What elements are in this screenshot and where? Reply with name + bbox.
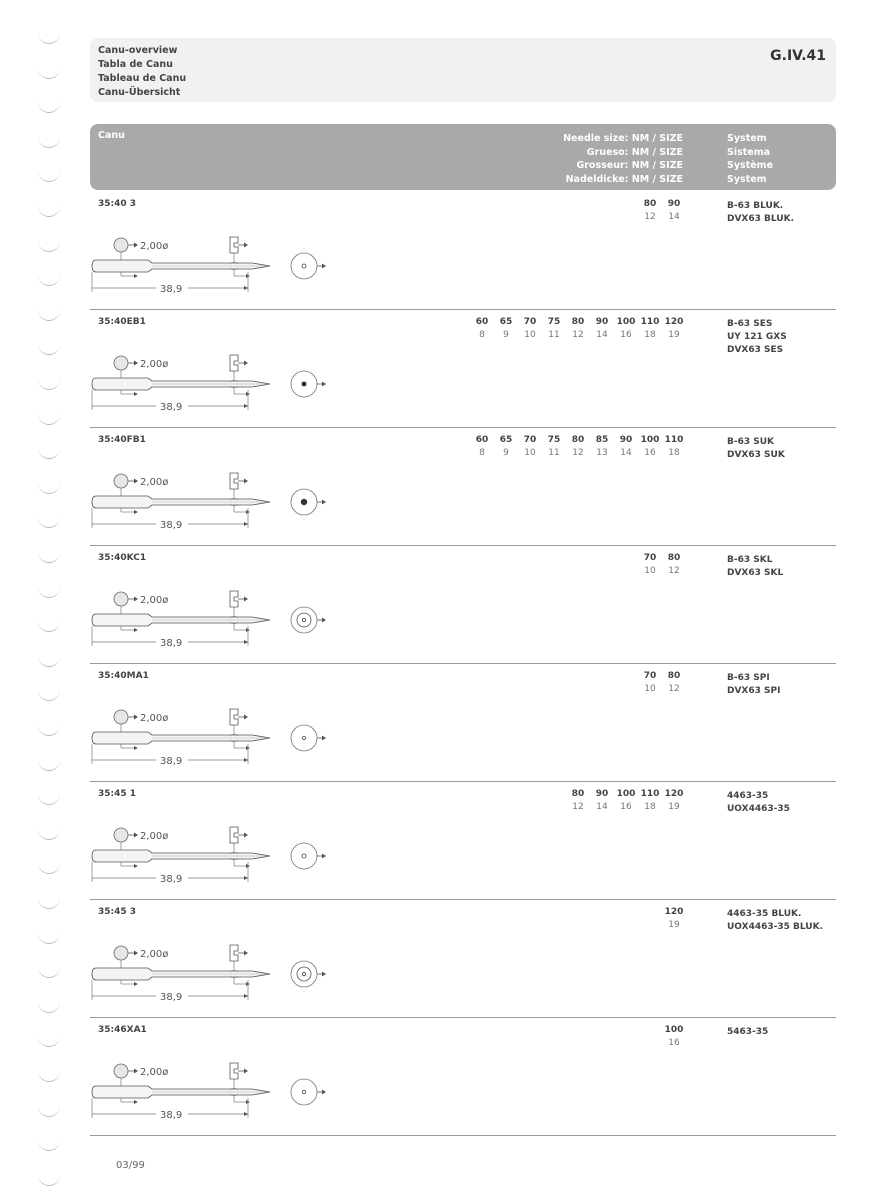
header-size-es: Grueso: NM / SIZE: [586, 146, 683, 158]
header-canu: Canu: [98, 130, 125, 141]
diameter-label: 2,00ø: [140, 241, 169, 252]
system-value: DVX63 SPI: [727, 686, 781, 696]
binding-hole: [38, 930, 60, 944]
size-value: 12: [668, 566, 680, 576]
size-cell: [638, 198, 662, 224]
size-cell: [590, 316, 614, 342]
binding-hole: [38, 584, 60, 598]
needle-diagram-icon: [90, 938, 340, 1008]
nm-value: 120: [664, 907, 684, 917]
size-value: 9: [503, 448, 509, 458]
size-cell: [566, 788, 590, 814]
size-value: 14: [620, 448, 632, 458]
nm-value: 60: [475, 435, 489, 445]
nm-value: 90: [595, 789, 609, 799]
nm-value: 80: [571, 435, 585, 445]
size-cell: [662, 434, 686, 460]
size-cell: [518, 434, 542, 460]
system-list: [727, 554, 783, 580]
size-value: 11: [548, 448, 560, 458]
nm-value: 80: [571, 317, 585, 327]
size-value: 11: [548, 330, 560, 340]
header-size-fr: Grosseur: NM / SIZE: [576, 160, 683, 171]
needle-diagram-icon: [90, 702, 340, 772]
system-value: B-63 SUK: [727, 437, 775, 447]
binding-hole: [38, 1103, 60, 1117]
size-value: 16: [620, 802, 632, 812]
binding-hole: [38, 1068, 60, 1082]
system-value: B-63 BLUK.: [727, 201, 784, 211]
size-cell: [542, 434, 566, 460]
binding-hole: [38, 307, 60, 321]
binding-hole: [38, 203, 60, 217]
size-value: 10: [524, 330, 536, 340]
canu-code: 35:40 3: [98, 199, 137, 209]
system-value: DVX63 BLUK.: [727, 214, 795, 224]
nm-value: 75: [547, 317, 561, 327]
system-list: [727, 908, 823, 934]
nm-value: 110: [664, 435, 684, 445]
canu-code: 35:40FB1: [98, 435, 146, 445]
needle-diagram-icon: [90, 348, 340, 418]
binding-hole: [38, 895, 60, 909]
binding-hole: [38, 653, 60, 667]
canu-code: 35:40EB1: [98, 317, 146, 327]
size-cell: [614, 434, 638, 460]
size-value: 18: [668, 448, 680, 458]
binding-hole: [38, 860, 60, 874]
size-value: 19: [668, 802, 680, 812]
binding-holes: [0, 0, 70, 1200]
table-row: [90, 428, 836, 546]
size-value: 12: [644, 212, 656, 222]
system-list: [727, 790, 790, 816]
size-cell: [638, 788, 662, 814]
size-value: 12: [572, 330, 584, 340]
size-value: 19: [668, 920, 680, 930]
size-value: 8: [479, 448, 485, 458]
table-row: [90, 192, 836, 310]
diameter-label: 2,00ø: [140, 831, 169, 842]
size-list: [638, 670, 686, 696]
binding-hole: [38, 30, 60, 44]
binding-hole: [38, 65, 60, 79]
canu-code: 35:45 3: [98, 907, 137, 917]
size-value: 14: [596, 330, 608, 340]
canu-code: 35:40KC1: [98, 553, 147, 563]
size-value: 16: [644, 448, 656, 458]
nm-value: 65: [499, 435, 513, 445]
size-list: [662, 1024, 686, 1050]
nm-value: 80: [667, 553, 681, 563]
needle-diagram-icon: [90, 820, 340, 890]
binding-hole: [38, 514, 60, 528]
header-title-en: Canu-overview: [98, 45, 178, 56]
footer-date: 03/99: [116, 1160, 145, 1171]
size-value: 12: [572, 448, 584, 458]
binding-hole: [38, 341, 60, 355]
length-label: 38,9: [160, 1110, 183, 1121]
size-cell: [662, 788, 686, 814]
binding-hole: [38, 134, 60, 148]
length-label: 38,9: [160, 638, 183, 649]
size-value: 19: [668, 330, 680, 340]
table-row: [90, 782, 836, 900]
size-value: 14: [668, 212, 680, 222]
nm-value: 85: [595, 435, 609, 445]
canu-code: 35:45 1: [98, 789, 137, 799]
system-value: UOX4463-35 BLUK.: [727, 922, 823, 932]
size-cell: [494, 316, 518, 342]
size-list: [638, 198, 686, 224]
nm-value: 110: [640, 317, 660, 327]
system-list: [727, 436, 785, 462]
size-cell: [662, 906, 686, 932]
canu-code: 35:40MA1: [98, 671, 149, 681]
canu-code: 35:46XA1: [98, 1025, 147, 1035]
header-system-es: Sistema: [727, 146, 771, 158]
size-value: 10: [644, 684, 656, 694]
header-size-de: Nadeldicke: NM / SIZE: [565, 173, 683, 185]
system-value: 4463-35: [727, 791, 769, 801]
size-cell: [638, 670, 662, 696]
length-label: 38,9: [160, 520, 183, 531]
nm-value: 120: [664, 317, 684, 327]
size-value: 13: [596, 448, 608, 458]
needle-diagram-icon: [90, 466, 340, 536]
binding-hole: [38, 168, 60, 182]
nm-value: 100: [616, 317, 636, 327]
system-list: [727, 672, 780, 698]
binding-hole: [38, 826, 60, 840]
binding-hole: [38, 1033, 60, 1047]
size-cell: [590, 434, 614, 460]
length-label: 38,9: [160, 874, 183, 885]
size-list: [566, 788, 686, 814]
length-label: 38,9: [160, 402, 183, 413]
needle-diagram-icon: [90, 584, 340, 654]
size-value: 12: [668, 684, 680, 694]
size-cell: [518, 316, 542, 342]
size-cell: [566, 316, 590, 342]
system-value: DVX63 SES: [727, 345, 784, 355]
size-value: 8: [479, 330, 485, 340]
header-system-de: System: [727, 173, 767, 185]
header-system-fr: Système: [727, 160, 774, 171]
size-cell: [662, 1024, 686, 1050]
size-value: 16: [668, 1038, 680, 1048]
system-list: [727, 200, 794, 226]
binding-hole: [38, 618, 60, 632]
diameter-label: 2,00ø: [140, 477, 169, 488]
header-title-es: Tabla de Canu: [98, 59, 173, 70]
binding-hole: [38, 999, 60, 1013]
size-list: [470, 434, 686, 460]
binding-hole: [38, 99, 60, 113]
needle-diagram-icon: [90, 1056, 340, 1126]
nm-value: 60: [475, 317, 489, 327]
binding-hole: [38, 757, 60, 771]
binding-hole: [38, 1172, 60, 1186]
size-cell: [638, 316, 662, 342]
size-cell: [470, 434, 494, 460]
nm-value: 80: [667, 671, 681, 681]
system-value: B-63 SPI: [727, 673, 770, 683]
system-value: UOX4463-35: [727, 804, 790, 814]
size-value: 18: [644, 330, 656, 340]
size-cell: [662, 316, 686, 342]
binding-hole: [38, 238, 60, 252]
binding-hole: [38, 411, 60, 425]
binding-hole: [38, 549, 60, 563]
system-value: B-63 SKL: [727, 555, 773, 565]
nm-value: 70: [523, 317, 537, 327]
nm-value: 70: [643, 671, 657, 681]
nm-value: 110: [640, 789, 660, 799]
table-row: [90, 664, 836, 782]
length-label: 38,9: [160, 284, 183, 295]
header-needle-size: [563, 132, 683, 186]
binding-hole: [38, 272, 60, 286]
size-cell: [662, 552, 686, 578]
length-label: 38,9: [160, 756, 183, 767]
table-row: [90, 1018, 836, 1136]
size-cell: [494, 434, 518, 460]
size-cell: [566, 434, 590, 460]
size-cell: [614, 316, 638, 342]
binding-hole: [38, 722, 60, 736]
binding-hole: [38, 964, 60, 978]
binding-hole: [38, 376, 60, 390]
page-header: [90, 38, 836, 102]
size-value: 9: [503, 330, 509, 340]
nm-value: 70: [643, 553, 657, 563]
header-titles: [98, 44, 186, 100]
header-title-fr: Tableau de Canu: [98, 73, 187, 84]
size-cell: [638, 552, 662, 578]
system-value: DVX63 SUK: [727, 450, 785, 460]
size-value: 16: [620, 330, 632, 340]
size-cell: [662, 198, 686, 224]
binding-hole: [38, 1137, 60, 1151]
nm-value: 80: [643, 199, 657, 209]
nm-value: 80: [571, 789, 585, 799]
size-list: [470, 316, 686, 342]
size-cell: [470, 316, 494, 342]
nm-value: 90: [595, 317, 609, 327]
size-list: [662, 906, 686, 932]
table-header: [90, 124, 836, 190]
binding-hole: [38, 445, 60, 459]
size-value: 14: [596, 802, 608, 812]
system-value: 5463-35: [727, 1027, 769, 1037]
diameter-label: 2,00ø: [140, 1067, 169, 1078]
binding-hole: [38, 480, 60, 494]
diameter-label: 2,00ø: [140, 595, 169, 606]
nm-value: 65: [499, 317, 513, 327]
system-value: B-63 SES: [727, 319, 773, 329]
binding-hole: [38, 791, 60, 805]
binding-hole: [38, 687, 60, 701]
system-list: [727, 318, 787, 357]
nm-value: 100: [640, 435, 660, 445]
needle-diagram-icon: [90, 230, 340, 300]
header-size-en: Needle size: NM / SIZE: [563, 133, 683, 144]
table-row: [90, 310, 836, 428]
diameter-label: 2,00ø: [140, 713, 169, 724]
length-label: 38,9: [160, 992, 183, 1003]
header-system-en: System: [727, 133, 767, 144]
system-value: UY 121 GXS: [727, 332, 787, 342]
system-list: [727, 1026, 768, 1039]
nm-value: 100: [664, 1025, 684, 1035]
system-value: 4463-35 BLUK.: [727, 909, 802, 919]
size-list: [638, 552, 686, 578]
table-row: [90, 546, 836, 664]
diameter-label: 2,00ø: [140, 359, 169, 370]
size-cell: [662, 670, 686, 696]
size-cell: [638, 434, 662, 460]
size-value: 18: [644, 802, 656, 812]
header-system: [727, 132, 773, 186]
size-value: 10: [644, 566, 656, 576]
nm-value: 90: [667, 199, 681, 209]
nm-value: 70: [523, 435, 537, 445]
size-value: 10: [524, 448, 536, 458]
page-code: G.IV.41: [770, 48, 826, 64]
nm-value: 100: [616, 789, 636, 799]
header-title-de: Canu-Übersicht: [98, 87, 181, 98]
size-value: 12: [572, 802, 584, 812]
nm-value: 90: [619, 435, 633, 445]
size-cell: [614, 788, 638, 814]
diameter-label: 2,00ø: [140, 949, 169, 960]
size-cell: [590, 788, 614, 814]
size-cell: [542, 316, 566, 342]
system-value: DVX63 SKL: [727, 568, 784, 578]
nm-value: 120: [664, 789, 684, 799]
table-row: [90, 900, 836, 1018]
nm-value: 75: [547, 435, 561, 445]
